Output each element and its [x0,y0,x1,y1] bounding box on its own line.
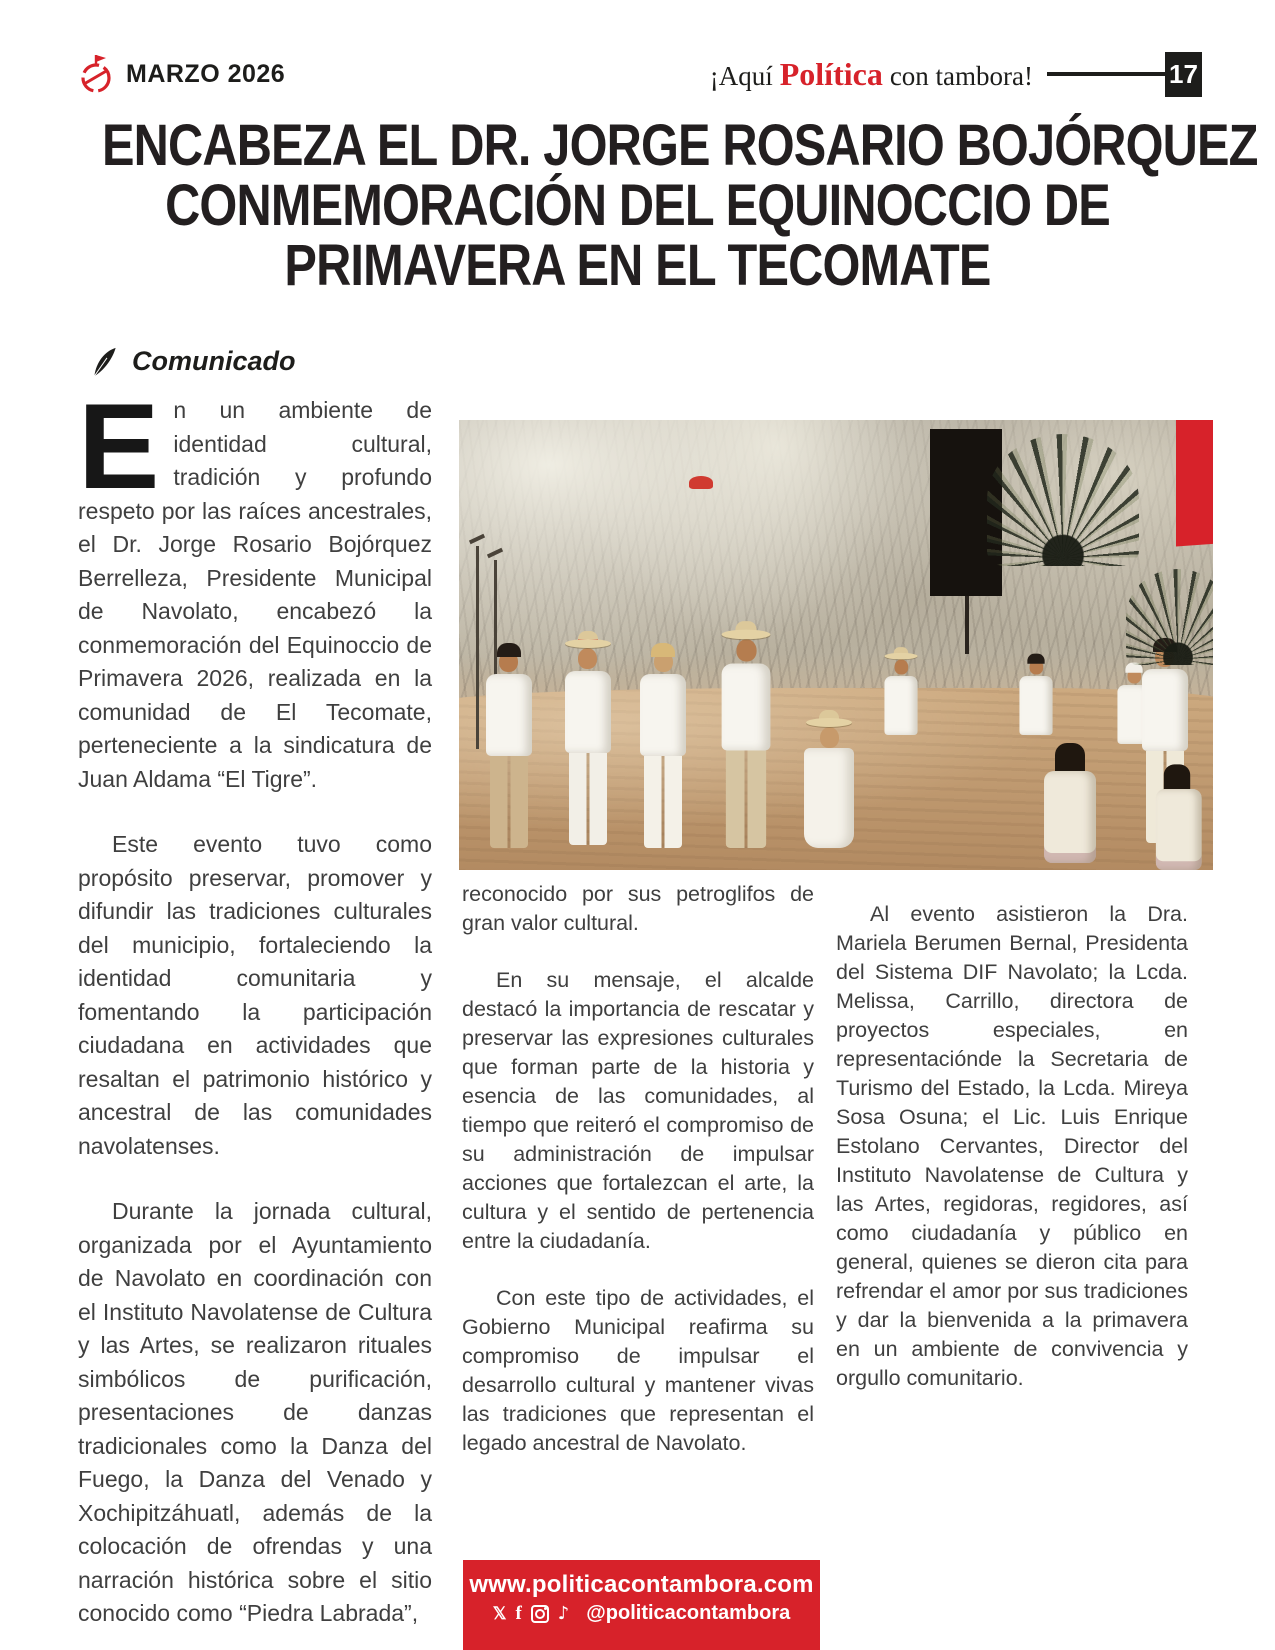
paragraph: reconocido por sus petroglifos de gran valor cultural. [462,882,814,935]
tagline-suffix: con tambora! [889,60,1033,91]
headline-line-2: CONMEMORACIÓN DEL EQUINOCCIO DE [165,173,1110,238]
issue-date: MARZO 2026 [126,59,286,88]
photo-person [1017,649,1056,735]
photo-microphone [476,546,479,749]
tagline-brand: Política [779,55,883,92]
header-rule [1047,72,1165,76]
social-handle[interactable]: @politicacontambora [586,1602,791,1624]
body-column-3 [836,900,1188,1421]
photo-person [718,623,775,848]
paragraph: Este evento tuvo como propósito preservar, promover y difundir las tradiciones culturales del municipio, fortaleciendo la identidad comunitaria y fomentando la participación ciudadana en actividades que resaltan el patrimonio histórico y ancestral de las comunidades navolatenses. [78,831,432,1159]
footer-banner [463,1560,820,1650]
body-column-2 [462,880,814,1486]
tambora-logo-icon [78,53,114,95]
social-row [463,1602,820,1625]
website-url[interactable]: www.politicacontambora.com [469,1571,814,1598]
drop-cap: E [78,378,160,514]
photo-red-cap [689,476,713,489]
brand-block [78,53,285,95]
paragraph: Con este tipo de actividades, el Gobierno Municipal reafirma su compromiso de impulsar el desarrollo cultural y mantener vivas las tradiciones que representan el legado ancestral de Navolato. [462,1286,814,1455]
kicker [90,346,296,377]
event-photo [459,420,1213,870]
paragraph [78,378,432,796]
photo-person [482,637,536,848]
header-right [710,52,1202,97]
photo-person [636,637,690,848]
tagline-prefix: ¡Aquí [709,60,773,91]
feather-headdress [987,434,1139,566]
headline-line-1: ENCABEZA EL DR. JORGE ROSARIO BOJÓRQUEZ [102,113,1258,178]
body-column-1 [78,378,432,1650]
magazine-tagline [710,56,1033,93]
page-header [78,50,1202,98]
paragraph: En su mensaje, el alcalde destacó la importancia de rescatar y preservar las expresiones culturales que forman parte de la historia y esencia de las comunidades, al tiempo que reiteró el compromiso de su administración de impulsar acciones que fortalezcan el arte, la cultura y el sentido de pertenencia entre la ciudadanía. [462,968,814,1253]
headline-line-3: PRIMAVERA EN EL TECOMATE [284,233,991,298]
photo-person [561,633,615,845]
article-headline [0,113,1275,298]
feather-headdress [1126,569,1213,665]
kicker-label: Comunicado [132,346,296,376]
photo-dancer [1043,743,1097,863]
paragraph: Durante la jornada cultural, organizada por el Ayuntamiento de Navolato en coordinación con el Instituto Navolatense de Cultura y las Artes, se realizaron rituales simbólicos de purificación, presentaciones de danzas tradicionales como la Danza del Fuego, la Danza del Venado y Xochipitzáhuatl, además de la colocación de ofrendas y una narración histórica sobre el sitio conocido como “Piedra Labrada”, [78,1198,432,1626]
x-twitter-icon[interactable]: 𝕏 [492,1604,507,1623]
photo-red-banner [1176,420,1213,546]
paragraph: Al evento asistieron la Dra. Mariela Berumen Bernal, Presidenta del Sistema DIF Navolato; la Lcda. Melissa, Carrillo, directora de proyectos especiales, en representaciónde la Secretaria de Turismo del Estado, la Lcda. Mireya Sosa Osuna; el Lic. Luis Enrique Estolano Cervantes, Director del Instituto Navolatense de Cultura y las Artes, regidoras, regidores, así como ciudadanía y público en general, quienes se dieron cita para refrendar el amor por sus tradiciones y dar la bienvenida a la primavera en un ambiente de convivencia y orgullo comunitario. [836,902,1188,1390]
page-number: 17 [1165,52,1202,97]
photo-person [881,649,920,735]
facebook-icon[interactable]: f [515,1603,522,1624]
paragraph-text: n un ambiente de identidad cultural, tradición y profundo respeto por las raíces ancestrales, el Dr. Jorge Rosario Bojórquez Berrelleza, Presidente Municipal de Navolato, encabezó la conmemoración del Equinoccio de Primavera 2026, realizada en la comunidad de El Tecomate, perteneciente a la sindicatura de Juan Aldama “El Tigre”. [78,397,432,792]
tiktok-icon[interactable]: ♪ [557,1602,570,1624]
quill-pen-icon [88,345,122,379]
photo-dancer [1156,764,1198,870]
instagram-icon[interactable] [531,1605,549,1623]
photo-person [802,712,856,848]
